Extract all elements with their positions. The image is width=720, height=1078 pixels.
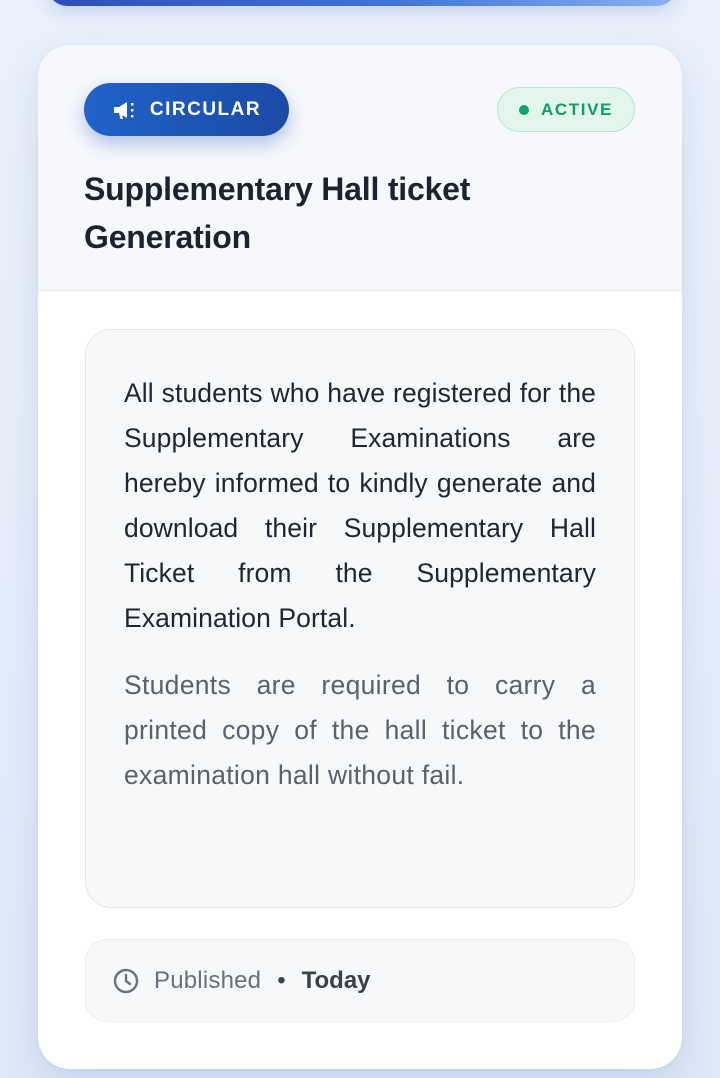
notice-paragraph-main: All students who have registered for the Supplementary Examinations are hereby informed to kindly generate and download their Supplementary Hall Ticket from the Supplementary Examination Portal. [124, 378, 596, 633]
notice-body [85, 329, 635, 908]
status-badge-label: ACTIVE [541, 99, 613, 119]
status-dot-icon [519, 105, 529, 115]
clock-icon [112, 967, 140, 995]
published-footer [85, 939, 635, 1022]
notice-card[interactable] [38, 45, 682, 1069]
category-badge-label: CIRCULAR [149, 98, 262, 120]
category-badge [84, 83, 289, 136]
notice-paragraph-secondary: Students are required to carry a printed copy of the hall ticket to the examination hall without fail. [124, 670, 596, 790]
status-badge [497, 87, 635, 132]
previous-card-edge [46, 0, 678, 6]
published-separator: • [277, 966, 286, 994]
notice-card-header [38, 45, 682, 291]
published-label: Published [154, 966, 262, 994]
published-date: Today [301, 966, 371, 994]
megaphone-icon [112, 99, 140, 121]
notice-title: Supplementary Hall ticket Generation [84, 171, 471, 255]
